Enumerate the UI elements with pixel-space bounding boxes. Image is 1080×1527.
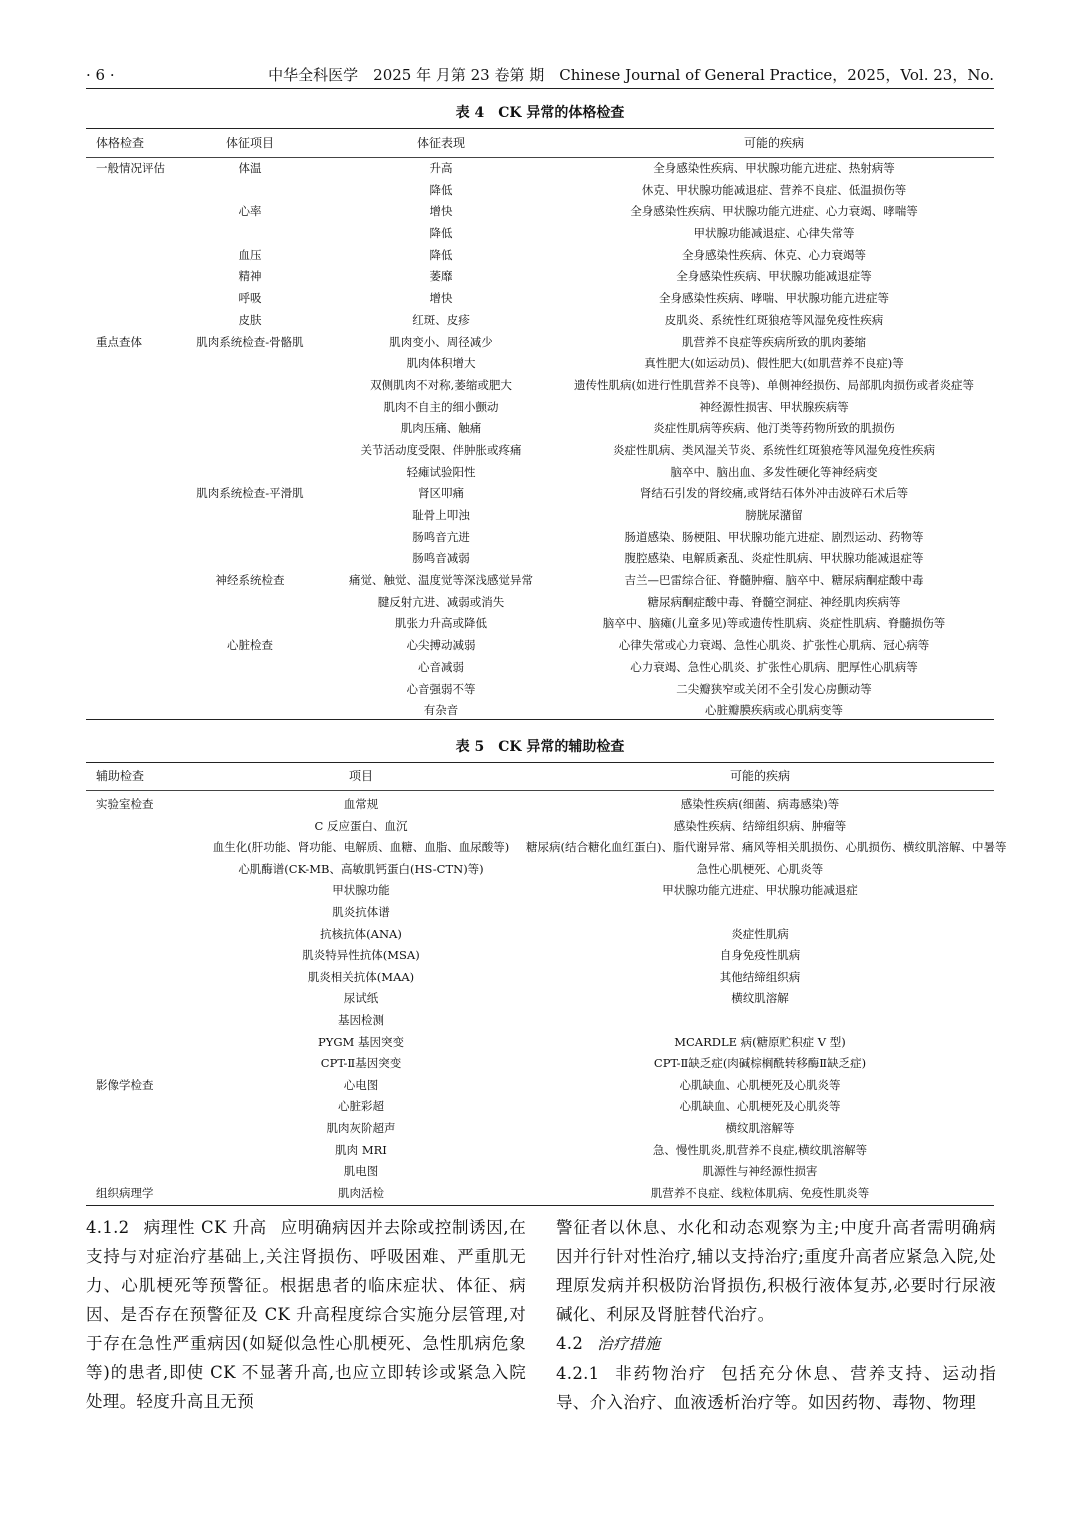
table4-cell: 升高 (429, 161, 453, 175)
table4-cell: 有杂音 (423, 703, 459, 718)
table4-cell: 心尖搏动减弱 (406, 638, 476, 653)
table4-cell: 体温 (238, 161, 262, 175)
table5-cell: 肌炎特异性抗体(MSA) (302, 948, 420, 963)
table5-body (86, 794, 1007, 1204)
table5-cell: 血生化(肝功能、肾功能、电解质、血糖、血脂、血尿酸等) (212, 840, 510, 855)
table5-cell: 肌炎相关抗体(MAA) (307, 969, 415, 984)
table4-row (86, 310, 994, 332)
table5-cell: 心电图 (343, 1077, 379, 1092)
running-header (86, 64, 994, 86)
table4-cell: 腹腔感染、电解质紊乱、炎症性肌病、甲状腺功能减退症等 (624, 551, 924, 566)
table4-row (86, 245, 994, 267)
table4-row (86, 527, 994, 549)
table4-cell: 皮肤 (238, 312, 262, 327)
table5-cell: 肌肉活检 (338, 1185, 384, 1200)
table4-cell: 肌肉系统检查-骨骼肌 (196, 334, 304, 349)
table4-cell: 肠鸣音减弱 (412, 551, 470, 566)
table4-row (86, 462, 994, 484)
table5-cell: 肌电图 (343, 1164, 379, 1179)
table5-caption: 表 5 CK 异常的辅助检查 (455, 739, 625, 755)
table4-row (86, 397, 994, 419)
table5-cell: MCARDLE 病(糖原贮积症 V 型) (674, 1034, 846, 1049)
table5-cell: 横纹肌溶解 (731, 991, 789, 1006)
table5-row (86, 859, 994, 881)
table5 (86, 762, 1007, 1206)
table4-cell: 心力衰竭、急性心肌炎、扩张性心肌病、肥厚性心肌病等 (630, 659, 918, 674)
table4-row (86, 353, 994, 375)
table5-header-row (86, 763, 994, 791)
table5-row (86, 1010, 994, 1032)
table4-cell: 萎靡 (429, 269, 453, 284)
table4-cell: 腱反射亢进、减弱或消失 (377, 594, 505, 609)
table4-cell: 全身感染性疾病、甲状腺功能减退症等 (676, 269, 872, 284)
table4-cell: 降低 (429, 182, 453, 197)
table4-header-cell: 体格检查 (96, 136, 145, 150)
table5-cell: 肌炎抗体谱 (332, 904, 390, 919)
table4-cell: 降低 (429, 247, 453, 262)
table4-cell: 心脏瓣膜疾病或心肌病变等 (705, 703, 843, 718)
table4-cell: 全身感染性疾病、休克、心力衰竭等 (682, 247, 866, 262)
table5-cell: 横纹肌溶解等 (725, 1120, 795, 1135)
table5-cell: 自身免疫性肌病 (719, 948, 801, 963)
table4-row (86, 223, 994, 245)
table5-row (86, 1053, 994, 1075)
table4-row (86, 332, 994, 354)
table5-row (86, 1183, 994, 1205)
table4-cell: 精神 (238, 269, 262, 284)
section-title: 治疗措施 (597, 1335, 661, 1353)
table5-cell: 基因检测 (338, 1012, 384, 1027)
table4-cell: 甲状腺功能减退症、心律失常等 (693, 226, 855, 241)
table4-cell: 肌肉体积增大 (406, 356, 476, 371)
table4-cell: 神经源性损害、甲状腺疾病等 (699, 399, 849, 414)
table5-cell: 心脏彩超 (338, 1099, 384, 1114)
table5-cell: 肌源性与神经源性损害 (702, 1164, 818, 1179)
table4-cell: 关节活动度受限、伴肿胀或疼痛 (360, 442, 522, 457)
table4-cell: 红斑、皮疹 (412, 312, 470, 327)
table4-header-cell: 体征项目 (225, 136, 274, 150)
table4-row (86, 375, 994, 397)
table5-cell: 肌肉 MRI (335, 1142, 387, 1157)
table4-cell: 肠道感染、肠梗阻、甲状腺功能亢进症、剧烈运动、药物等 (624, 529, 924, 544)
table4-cell: 血压 (238, 247, 262, 262)
table4-row (86, 483, 994, 505)
table5-cell: 炎症性肌病 (731, 926, 789, 941)
table4-cell: 心律失常或心力衰竭、急性心肌炎、扩张性心肌病、冠心病等 (618, 638, 930, 653)
table4-row (86, 440, 994, 462)
table4-cell: 炎症性肌病等疾病、他汀类等药物所致的肌损伤 (653, 421, 895, 436)
table4-cell: 真性肥大(如运动员)、假性肥大(如肌营养不良症)等 (644, 356, 904, 371)
table5-cell: C 反应蛋白、血沉 (314, 818, 408, 833)
table4-cell: 呼吸 (238, 291, 262, 306)
table5-cell: 心肌缺血、心肌梗死及心肌炎等 (679, 1077, 841, 1092)
section-number: 4.1.2 (86, 1218, 130, 1237)
table4-row (86, 657, 994, 679)
paragraph (556, 1359, 996, 1417)
table4-row (86, 592, 994, 614)
table5-cell: 实验室检查 (96, 797, 154, 811)
table5-row (86, 837, 1007, 859)
table4-row (86, 548, 994, 570)
table5-cell: 其他结缔组织病 (719, 969, 801, 984)
table4-cell: 增快 (429, 204, 453, 219)
table4-cell: 脑卒中、脑瘫(儿童多见)等或遗传性肌病、炎症性肌病、脊髓损伤等 (602, 616, 946, 631)
table4-cell: 二尖瓣狭窄或关闭不全引发心房颤动等 (676, 681, 872, 696)
table4 (86, 128, 994, 720)
table5-cell: 心肌酶谱(CK-MB、高敏肌钙蛋白(HS-CTN)等) (238, 861, 484, 876)
table4-cell: 全身感染性疾病、甲状腺功能亢进症、热射病等 (653, 161, 895, 175)
paragraph-text: 包括充分休息、营养支持、运动指导、介入治疗、血液透析治疗等。如因药物、毒物、物理 (556, 1364, 997, 1412)
section-title: 病理性 CK 升高 (143, 1218, 267, 1237)
table4-cell: 休克、甲状腺功能减退症、营养不良症、低温损伤等 (641, 182, 907, 197)
body-column-right (556, 1213, 996, 1453)
table5-row (86, 1032, 994, 1054)
table5-row (86, 967, 994, 989)
table5-cell: 抗核抗体(ANA) (320, 926, 402, 941)
table4-cell: 全身感染性疾病、甲状腺功能亢进症、心力衰竭、哮喘等 (630, 204, 918, 219)
table4-cell: 神经系统检查 (215, 573, 285, 588)
table4-row (86, 180, 994, 202)
table4-row (86, 679, 994, 701)
table5-row (86, 880, 994, 902)
table5-row (86, 1140, 994, 1162)
table4-cell: 皮肌炎、系统性红斑狼疮等风湿免疫性疾病 (664, 312, 884, 327)
table5-cell: PYGM 基因突变 (318, 1034, 404, 1049)
table4-body (86, 158, 994, 722)
table4-cell: 心脏检查 (227, 638, 273, 653)
table5-row (86, 816, 994, 838)
body-column-left (86, 1213, 526, 1453)
paragraph-text: 应明确病因并去除或控制诱因,在支持与对症治疗基础上,关注肾损伤、呼吸困难、严重肌无力、心肌梗死等预警征。根据患者的临床症状、体征、病因、是否存在预警征及 CK 升高程度综合实施分层管理,对于存在急性严重病因(如疑似急性心肌梗死、急性肌病危象等)的患者,即使 CK 不显著升高,也应立即转诊或紧急入院处理。轻度升高且无预 (86, 1218, 526, 1411)
table5-cell: 甲状腺功能 (332, 883, 390, 898)
table4-cell: 肌营养不良症等疾病所致的肌肉萎缩 (682, 334, 866, 349)
table4-cell: 肌肉系统检查-平滑肌 (196, 486, 304, 501)
table4-cell: 双侧肌肉不对称,萎缩或肥大 (370, 377, 512, 392)
table4-row (86, 158, 994, 180)
table4-cell: 炎症性肌病、类风湿关节炎、系统性红斑狼疮等风湿免疫性疾病 (613, 442, 935, 457)
table4-cell: 心音强弱不等 (406, 681, 476, 696)
table5-row (86, 1161, 994, 1183)
table4-cell: 痛觉、触觉、温度觉等深浅感觉异常 (349, 573, 533, 588)
table5-row (86, 902, 994, 924)
table4-cell: 肌肉压痛、触痛 (400, 421, 482, 436)
table4-header-cell: 可能的疾病 (743, 136, 804, 150)
table5-row (86, 794, 994, 816)
table4-cell: 增快 (429, 291, 453, 306)
table5-cell: CPT-Ⅱ缺乏症(肉碱棕榈酰转移酶Ⅱ缺乏症) (653, 1056, 867, 1071)
table4-cell: 肾结石引发的肾绞痛,或肾结石体外冲击波碎石术后等 (639, 486, 909, 501)
header-rule (86, 88, 994, 89)
table4-row (86, 613, 994, 635)
table5-row (86, 945, 994, 967)
table4-cell: 肠鸣音亢进 (412, 529, 470, 544)
table4-cell: 一般情况评估 (96, 161, 165, 175)
paragraph: 警征者以休息、水化和动态观察为主;中度升高者需明确病因并行针对性治疗,辅以支持治疗;重度升高者应紧急入院,处理原发病并积极防治肾损伤,积极行液体复苏,必要时行尿液碱化、利尿及肾脏替代治疗。 (556, 1218, 996, 1324)
page-number: · 6 · (86, 66, 115, 84)
table4-cell: 遗传性肌病(如进行性肌营养不良等)、单侧神经损伤、局部肌肉损伤或者炎症等 (574, 377, 974, 392)
table5-row (86, 1075, 994, 1097)
table5-cell: 尿试纸 (343, 991, 379, 1006)
table5-cell: 甲状腺功能亢进症、甲状腺功能减退症 (662, 883, 858, 898)
table5-header-cell: 辅助检查 (96, 769, 145, 783)
table4-header-row (86, 129, 994, 158)
table4-cell: 重点查体 (96, 334, 142, 349)
table5-cell: 急、慢性肌炎,肌营养不良症,横纹肌溶解等 (652, 1142, 868, 1157)
table5-cell: 急性心肌梗死、心肌炎等 (696, 861, 824, 876)
table5-header-cell: 可能的疾病 (729, 769, 790, 783)
table5-cell: 感染性疾病、结缔组织病、肿瘤等 (673, 818, 847, 833)
table5-row (86, 1096, 994, 1118)
table4-row (86, 288, 994, 310)
paragraph (86, 1213, 526, 1416)
table5-cell: 肌肉灰阶超声 (326, 1120, 396, 1135)
table5-cell: 糖尿病(结合糖化血红蛋白)、脂代谢异常、痛风等相关肌损伤、心肌损伤、横纹肌溶解、中暑等 (526, 840, 1007, 855)
table4-cell: 肌肉变小、周径减少 (389, 334, 493, 349)
table4-cell: 肾区叩痛 (418, 486, 464, 501)
table4-row (86, 418, 994, 440)
table4-cell: 脑卒中、脑出血、多发性硬化等神经病变 (670, 464, 878, 479)
section-number: 4.2.1 (556, 1364, 600, 1383)
table5-cell: 心肌缺血、心肌梗死及心肌炎等 (679, 1099, 841, 1114)
table5-cell: 组织病理学 (96, 1185, 154, 1200)
subsection-heading (556, 1329, 996, 1359)
table4-cell: 心率 (238, 204, 262, 219)
table4-cell: 降低 (429, 226, 453, 241)
table5-cell: 影像学检查 (96, 1077, 154, 1092)
table4-row (86, 700, 994, 722)
table4-caption: 表 4 CK 异常的体格检查 (455, 105, 625, 121)
table5-row (86, 1118, 994, 1140)
table4-row (86, 635, 994, 657)
journal-citation: 中华全科医学 2025 年 月第 23 卷第 期 Chinese Journal of General Practice，2025，Vol. 23，No. (268, 66, 994, 84)
table4-row (86, 570, 994, 592)
table4-row (86, 505, 994, 527)
table4-cell: 膀胱尿潴留 (745, 508, 803, 522)
section-number: 4.2 (556, 1334, 584, 1353)
section-title: 非药物治疗 (613, 1364, 708, 1383)
table4-row (86, 201, 994, 223)
table4-cell: 肌张力升高或降低 (395, 616, 487, 631)
table4-cell: 全身感染性疾病、哮喘、甲状腺功能亢进症等 (659, 291, 889, 306)
table5-cell: 肌营养不良症、线粒体肌病、免疫性肌炎等 (650, 1185, 870, 1200)
table4-cell: 轻瘫试验阳性 (406, 464, 476, 479)
table4-cell: 吉兰—巴雷综合征、脊髓肿瘤、脑卒中、糖尿病酮症酸中毒 (624, 573, 924, 588)
table4-cell: 肌肉不自主的细小颤动 (383, 399, 499, 414)
table4-cell: 耻骨上叩浊 (412, 508, 470, 522)
table4-header-cell: 体征表现 (416, 136, 465, 150)
table5-row (86, 988, 994, 1010)
table5-cell: 血常规 (343, 797, 379, 811)
table4-row (86, 266, 994, 288)
table5-cell: CPT-Ⅱ基因突变 (320, 1056, 402, 1071)
table4-cell: 心音减弱 (418, 659, 464, 674)
table4-cell: 糖尿病酮症酸中毒、脊髓空洞症、神经肌肉疾病等 (647, 594, 901, 609)
table5-cell: 感染性疾病(细菌、病毒感染)等 (680, 797, 840, 811)
table5-header-cell: 项目 (348, 769, 373, 783)
table5-row (86, 924, 994, 946)
